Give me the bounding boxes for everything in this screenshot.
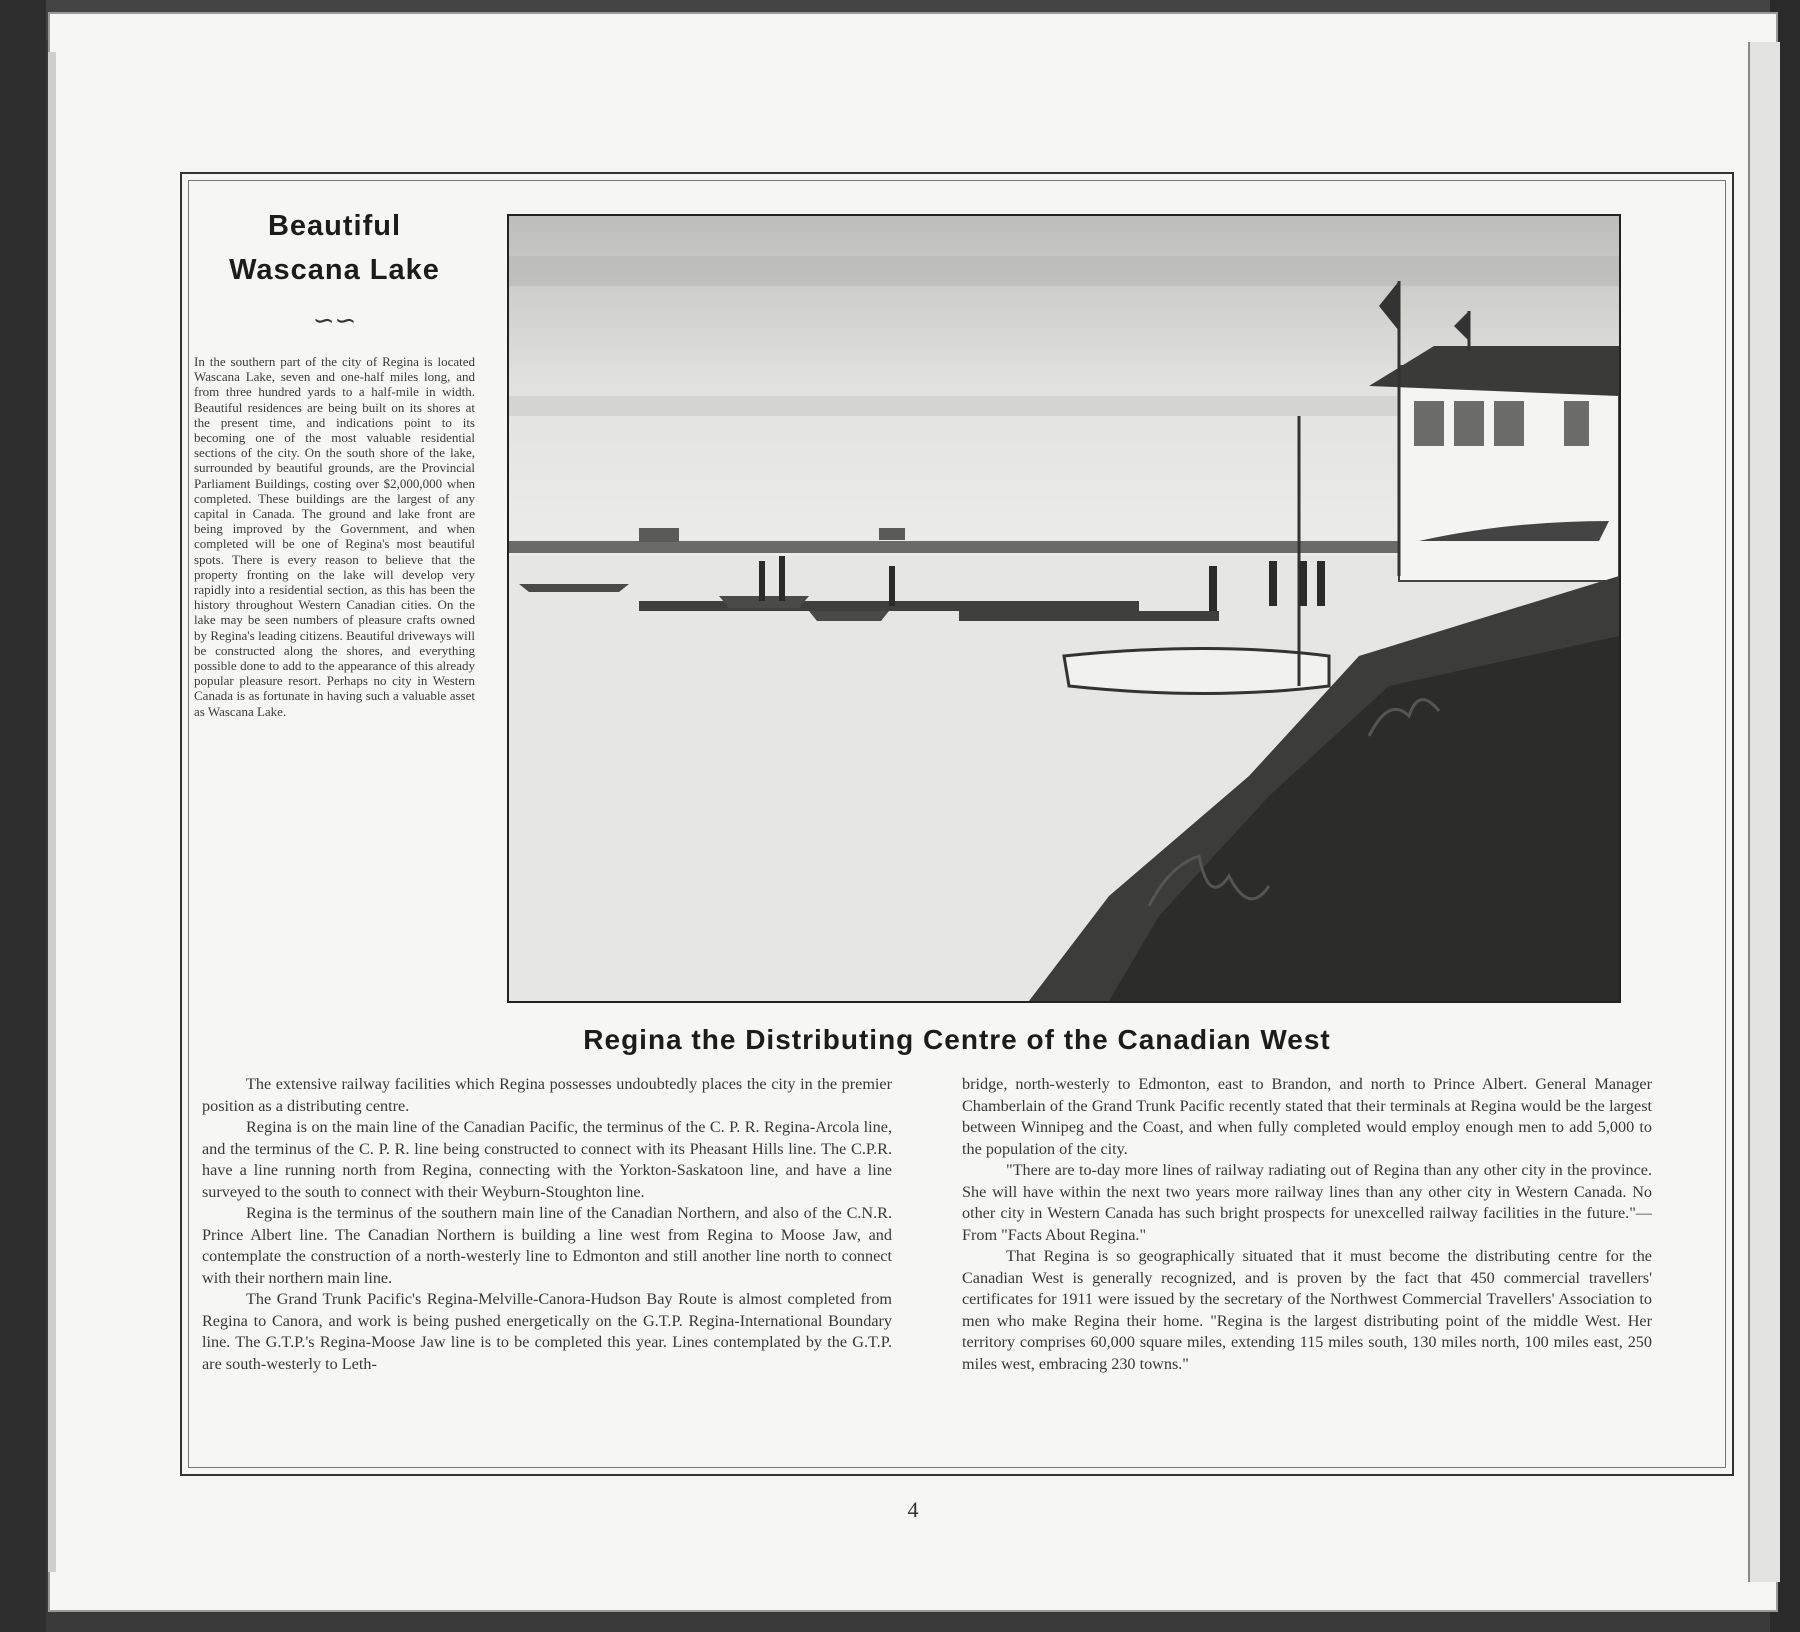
article-column-right: [962, 1074, 1652, 1375]
scan-background-left: [0, 0, 46, 1632]
article-column-left: [202, 1074, 892, 1375]
sidebar-title-line1: Beautiful: [267, 210, 402, 242]
article-headline: Regina the Distributing Centre of the Canadian West: [583, 1024, 1331, 1055]
page-number: 4: [907, 1497, 919, 1522]
content-frame: [180, 172, 1734, 1476]
article-paragraph-continued: bridge, north-westerly to Edmonton, east to Brandon, and north to Prince Albert. General Manager Chamberlain of the Grand Trunk Pacific recently stated that their terminals at Regina would be the largest between Winnipeg and the Coast, and when fully completed would employ enough men to add 5,000 to the population of the city.: [962, 1075, 1652, 1158]
sidebar-title-line2: Wascana Lake: [229, 254, 440, 286]
article-paragraph: "There are to-day more lines of railway radiating out of Regina than any other city in the province. She will have within the next two years more railway lines than any other city in Western Canada. No other city in Western Canada has such bright prospects for unexcelled railway facilities in the future."—From "Facts About Regina.": [962, 1161, 1652, 1244]
ornament-flourish: ∽∽: [312, 306, 357, 335]
page: [48, 12, 1778, 1612]
next-page-edge: [1748, 42, 1780, 1582]
sidebar-body-text: In the southern part of the city of Regina is located Wascana Lake, seven and one-half miles long, and from three hundred yards to a half-mile in width. Beautiful residences are being built on its shores at the present time, and indications point to its becoming one of the most valuable residential sections of the city. On the south shore of the lake, surrounded by beautiful grounds, are the Provincial Parliament Buildings, costing over $2,000,000 when completed. These buildings are the largest of any capital in Canada. The ground and lake front are being improved by the Government, and when completed will be one of Regina's most beautiful spots. There is every reason to believe that the property fronting on the lake will develop very rapidly into a residential section, as this has been the history throughout Western Canadian cities. On the lake may be seen numbers of pleasure crafts owned by Regina's leading citizens. Beautiful driveways will be constructed along the shores, and everything possible done to add to the appearance of this already popular pleasure resort. Perhaps no city in Western Canada is as fortunate in having such a valuable asset as Wascana Lake.: [194, 354, 475, 719]
page-binding-edge: [48, 52, 56, 1572]
article-paragraph: The extensive railway facilities which Regina possesses undoubtedly places the city in the premier position as a distributing centre.: [202, 1075, 892, 1115]
lake-photo-illustration: [509, 216, 1619, 1001]
article-paragraph: Regina is the terminus of the southern main line of the Canadian Northern, and also of the C.N.R. Prince Albert line. The Canadian Northern is building a line west from Regina to Moose Jaw, and contemplate the construction of a north-westerly line to Edmonton and still another line north to connect with their northern main line.: [202, 1204, 892, 1287]
article-paragraph: Regina is on the main line of the Canadian Pacific, the terminus of the C. P. R. Regina-Arcola line, and the terminus of the C. P. R. line being constructed to connect with its Pheasant Hills line. The C.P.R. have a line running north from Regina, connecting with the Yorkton-Saskatoon line, and have a line surveyed to the south to connect with their Weyburn-Stoughton line.: [202, 1118, 892, 1201]
sidebar-wascana-lake: [192, 204, 477, 719]
article-paragraph: That Regina is so geographically situated that it must become the distributing centre for the Canadian West is generally recognized, and is proven by the fact that 450 commercial travellers' certificates for 1911 were issued by the secretary of the Northwest Commercial Travellers' Association to men who make Regina their home. "Regina is the largest distributing point of the middle West. Her territory comprises 60,000 square miles, extending 115 miles south, 130 miles north, 100 miles east, 250 miles west, embracing 230 towns.": [962, 1247, 1652, 1373]
lake-photograph: [507, 214, 1621, 1003]
article-paragraph: The Grand Trunk Pacific's Regina-Melville-Canora-Hudson Bay Route is almost completed from Regina to Canora, and work is being pushed energetically on the G.T.P. Regina-International Boundary line. The G.T.P.'s Regina-Moose Jaw line is to be completed this year. Lines contemplated by the G.T.P. are south-westerly to Leth-: [202, 1290, 892, 1373]
